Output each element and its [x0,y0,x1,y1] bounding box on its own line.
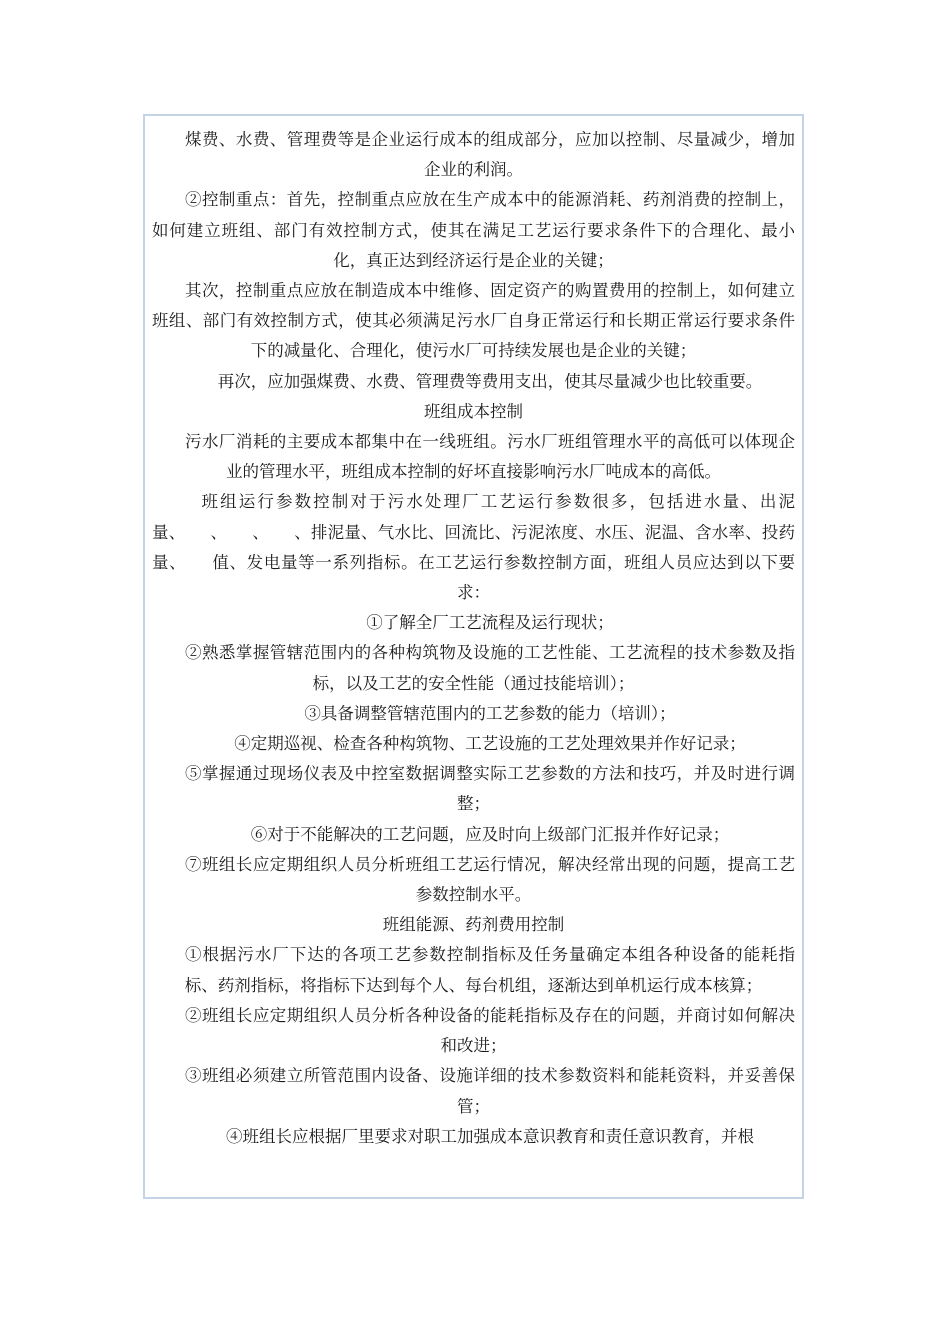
paragraph: ③班组必须建立所管范围内设备、设施详细的技术参数资料和能耗资料，并妥善保管； [185,1066,795,1116]
paragraph: 再次，应加强煤费、水费、管理费等费用支出，使其尽量减少也比较重要。 [217,371,763,391]
paragraph: ②控制重点：首先，控制重点应放在生产成本中的能源消耗、药剂消费的控制上，如何建立班组、部门有效控制方式，使其在满足工艺运行要求条件下的合理化、最小化，真正达到经济运行是企业的关键； [152,190,795,270]
section-heading: 班组成本控制 [424,401,523,421]
paragraph: ①根据污水厂下达的各项工艺参数控制指标及任务量确定本组各种设备的能耗指标、药剂指标，将指标下达到每个人、每台机组，逐渐达到单机运行成本核算； [184,945,795,995]
paragraph: ③具备调整管辖范围内的工艺参数的能力（培训）； [304,703,676,723]
paragraph: 其次，控制重点应放在制造成本中维修、固定资产的购置费用的控制上，如何建立班组、部门有效控制方式，使其必须满足污水厂自身正常运行和长期正常运行要求条件下的减量化、合理化，使污水厂可持续发展也是企业的关键； [152,281,795,361]
document-page [143,114,804,1199]
paragraph: 班组运行参数控制对于污水处理厂工艺运行参数很多，包括进水量、出泥量、 、 、 、排泥量、气水比、回流比、污泥浓度、水压、泥温、含水率、投药量、 值、发电量等一系列指标。在工艺运行参数控制方面，班组人员应达到以下要求： [152,492,795,603]
paragraph: ⑤掌握通过现场仪表及中控室数据调整实际工艺参数的方法和技巧，并及时进行调整； [185,764,795,814]
paragraph: ⑦班组长应定期组织人员分析班组工艺运行情况，解决经常出现的问题，提高工艺参数控制水平。 [185,854,795,905]
paragraph: 煤费、水费、管理费等是企业运行成本的组成部分，应加以控制、尽量减少，增加企业的利润。 [185,130,795,180]
paragraph: ②熟悉掌握管辖范围内的各种构筑物及设施的工艺性能、工艺流程的技术参数及指标，以及工艺的安全性能（通过技能培训）； [185,643,795,693]
paragraph: ②班组长应定期组织人员分析各种设备的能耗指标及存在的问题，并商讨如何解决和改进； [185,1005,795,1056]
paragraph: ⑥对于不能解决的工艺问题，应及时向上级部门汇报并作好记录； [250,824,730,844]
paragraph: ①了解全厂工艺流程及运行现状； [366,613,614,633]
document-body [152,125,795,1152]
paragraph: ④定期巡视、检查各种构筑物、工艺设施的工艺处理效果并作好记录； [234,734,746,754]
section-heading: 班组能源、药剂费用控制 [382,915,565,935]
paragraph: ④班组长应根据厂里要求对职工加强成本意识教育和责任意识教育，并根 [226,1126,754,1146]
paragraph: 污水厂消耗的主要成本都集中在一线班组。污水厂班组管理水平的高低可以体现企业的管理水平，班组成本控制的好坏直接影响污水厂吨成本的高低。 [185,432,795,482]
